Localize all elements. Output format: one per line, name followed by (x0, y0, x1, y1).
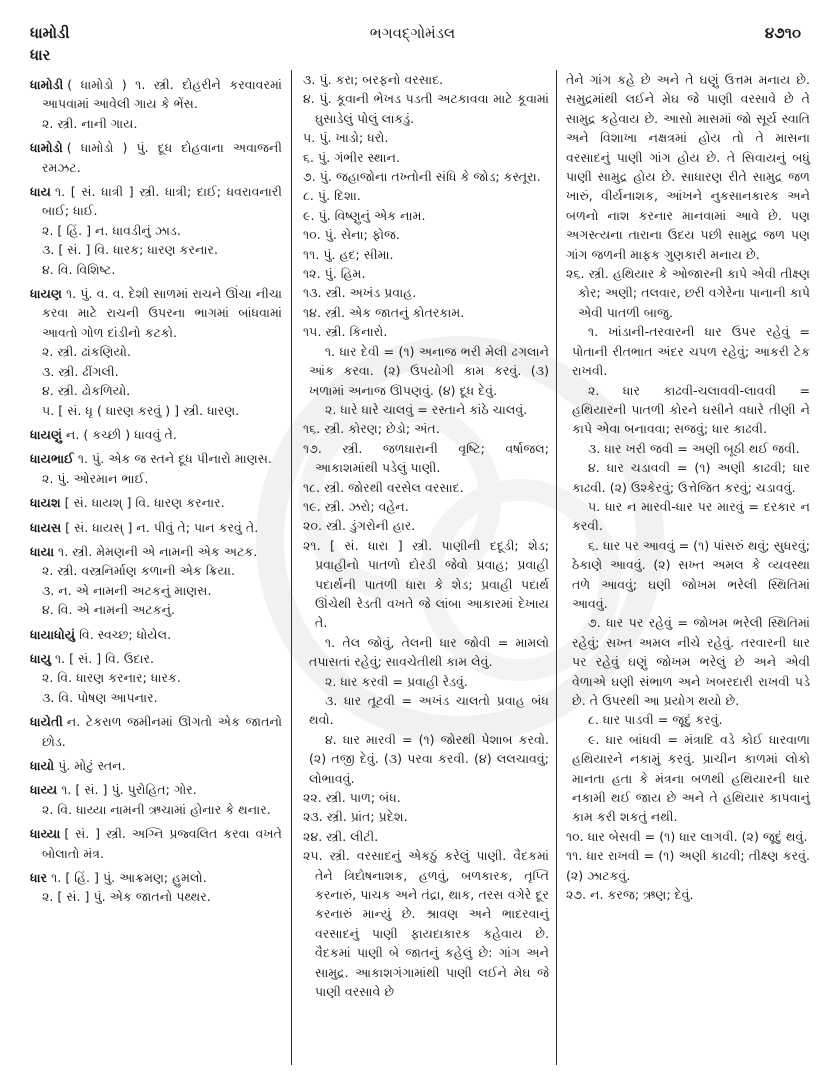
definition-text: ૧. તેલ જોવું, તેલની ધાર જોવી = મામલો તપાસતાં રહેવું; સાવચેતીથી કામ લેવું. (309, 634, 549, 670)
definition-text: ૪. ધાર મારવી = (૧) જોરથી પેશાબ કરવો. (૨) તજી દેવું. (૩) પરવા કરવી. (૪) લલચાવવું; લોભાવવું. (309, 731, 549, 786)
definition-text: ૪. વિ. એ નામની અટકનું. (42, 602, 176, 618)
entry-sense (303, 186, 549, 205)
entry-sense (303, 283, 549, 302)
column-divider (556, 70, 557, 1065)
entry-sense (30, 114, 282, 133)
entry-sense (303, 342, 549, 400)
entry-sense (566, 885, 810, 904)
book-title: ભગવદ્ગોમંડલ (369, 24, 456, 42)
entry-sense (303, 672, 549, 691)
definition-text: ૧૪. સ્ત્રી. એક જાતનું કોતરકામ. (303, 304, 465, 320)
entry-sense (30, 469, 282, 488)
headword: ધાયેતી (30, 714, 63, 730)
entry-sense (303, 128, 549, 147)
entry-sense (303, 70, 549, 89)
headword: ધાયસ (30, 519, 62, 535)
entry-sense (303, 807, 549, 826)
entry-sense (30, 221, 282, 240)
definition-text: ૩. ધાર તૂટવી = અખંડ ચાલતો પ્રવાહ બંધ થવો. (309, 693, 549, 728)
headword: ધાયાધોયું (30, 626, 76, 642)
entry-sense (30, 800, 282, 819)
definition-text: ૨૬. સ્ત્રી. હથિયાર કે ઓજારની કાપે એવી તીક્ષ્ણ કોર; અણી; તલવાર, છરી વગેરેના પાનાની કાપે એવી પાતળી બાજુ. (566, 266, 810, 320)
dictionary-entry (30, 284, 282, 342)
entry-sense (30, 381, 282, 400)
definition-text: ન. ટેકરાળ જમીનમાં ઊગતો એક જાતનો છોડ. (42, 714, 282, 749)
definition-text: ૮. ધાર પાડવી = જૂદું કરવું. (588, 712, 723, 728)
entry-sense (303, 633, 549, 672)
definition-text: ૪. વિ. વિશિષ્ટ. (42, 261, 116, 277)
definition-text: ૩. પું. કરા; બરફનો વરસાદ. (303, 72, 444, 87)
entry-sense (303, 245, 549, 264)
definition-text: ૨૦. સ્ત્રી. ડુંગરોની હાર. (303, 518, 416, 534)
definition-text: ૩. સ્ત્રી. ઢીંગલી. (42, 363, 119, 379)
entry-sense (566, 827, 810, 846)
dictionary-entry (30, 780, 282, 799)
entry-sense (566, 322, 810, 380)
definition-text: [ સં. ] સ્ત્રી. અગ્નિ પ્રજ્વલિત કરવા વખતે બોલાતો મંત્ર. (42, 826, 282, 861)
column-1 (30, 70, 282, 907)
definition-text: ૪. સ્ત્રી. ઢોકળિયો. (42, 383, 131, 399)
definition-text: ૬. ધાર પર આવવું = (૧) પાંસરું થવું; સુધરવું; ઠેકાણે આવવું. (૨) સખ્ત અમલ કે વ્યવસ્થા તળે આવવું; ઘણી જોખમ ભરેલી સ્થિતિમાં આવવું. (572, 537, 810, 611)
definition-text: ૨. ધાર કાઢવી-ચલાવવી-લાવવી = હથિયારની પાતળી કોરને ઘસીને વધારે તીણી ને કાપે એવા બનાવવા; સજવું; ધાર કાઢવી. (572, 382, 810, 437)
entry-sense (303, 303, 549, 322)
definition-text: ૧૯. સ્ત્રી. ઝરો; વહેન. (303, 498, 409, 514)
definition-text: ૧૨. પું. હિમ. (303, 266, 366, 282)
dictionary-entry (30, 625, 282, 644)
definition-text: ૪. ધાર ચડાવવી = (૧) અણી કાઢવી; ધાર કાઢવી. (૨) ઉશ્કેરવું; ઉત્તેજિત કરવું; ચડાવવું. (572, 460, 810, 495)
entry-sense (566, 264, 810, 322)
definition-text: ૨૩. સ્ત્રી. પ્રાંત; પ્રદેશ. (303, 809, 408, 825)
entry-sense (303, 691, 549, 730)
entry-sense (303, 846, 549, 1001)
entry-sense (566, 613, 810, 710)
headword: ધાય્યા (30, 826, 61, 842)
entry-sense (303, 264, 549, 283)
definition-text: [ સં. ધાયસ્ ] ન. પીવું તે; પાન કરવું તે. (65, 519, 259, 535)
definition-text: ૭. પું. જહાજોના તખ્તોની સંધિ કે જોડ; કસ્તૂરા. (303, 169, 541, 185)
page-number: ૪૭૧૦ (764, 24, 801, 42)
definition-text: ૫. પું. ખાડો; ધરો. (303, 130, 389, 146)
definition-text: ૧. પું. વ. વ. દેશી સાળમાં રાચને ઊંચા નીચા કરવા માટે રાચની ઉપરના ભાગમાં બાંધવામાં આવતો ગોળ દાંડીનો કટકો. (42, 286, 282, 340)
entry-sense (303, 167, 549, 186)
definition-text: ૬. પું. ગંભીર સ્થાન. (303, 149, 400, 165)
definition-text: ૨. પું. ઓરમાન ભાઈ. (42, 470, 149, 486)
definition-text: ૨૫. સ્ત્રી. વરસાદનું એકઠું કરેલું પાણી. વૈદકમાં તેને ત્રિદોષનાશક, હળવું, બળકારક, તૃપ્તિ કરનારું, પાચક અને તંદ્રા, થાક, તરસ વગેરે દૂર કરનારું માન્યું છે. શ્રાવણ અને ભાદરવાનું વરસાદનું પાણી ફાયદાકારક કહેવાય છે. વૈદકમાં પાણી બે જાતનું કહેલું છે: ગાંગ અને સામુદ્ર. આકાશગંગામાંથી પાણી લઈને મેઘ જે પાણી વરસાવે છે (303, 848, 549, 1000)
column-2 (303, 70, 549, 1002)
dictionary-entry (30, 75, 282, 114)
column-divider (291, 70, 292, 1065)
headword: ધાય્ય (30, 782, 58, 798)
entry-sense (30, 342, 282, 361)
definition-text: ૧. [ હિં. ] પું. આક્રમણ; હુમલો. (51, 870, 207, 886)
definition-text: ૯. પું. વિષ્ણુનું એક નામ. (303, 207, 426, 223)
entry-sense (30, 561, 282, 580)
definition-text: પું. મોટું સ્તન. (58, 758, 126, 773)
entry-sense (303, 516, 549, 535)
definition-text: ૨. [ સં. ] પું. એક જાતનો પથ્થર. (42, 889, 211, 905)
definition-text: ૫. ધાર ન મારવી-ધાર પર મારવું = દરકાર ન કરવી. (572, 498, 810, 534)
definition-text: ૧૦. પું. સેના; ફોજ. (303, 227, 400, 243)
headword: ધાયા (30, 543, 55, 559)
entry-sense (303, 827, 549, 846)
definition-text: ૨. વિ. ધાય્યા નામની ઋચામાં હોનાર કે થનાર. (42, 801, 271, 817)
entry-sense (566, 710, 810, 729)
definition-text: ( ધામોડો ) પું. દૂધ દોહવાના અવાજની રમઝટ. (42, 140, 282, 175)
definition-text: ૩. ન. એ નામની અટકનું માણસ. (42, 582, 212, 598)
definition-text: ૧. ધાર દેવી = (૧) અનાજ ભરી મેલી ઢગલાને આંક કરવા. (૨) ઉપયોગી કામ કરવું. (૩) ખળામાં અનાજ ઊપણવું. (૪) દૂધ દેવું. (309, 343, 549, 398)
entry-sense (566, 536, 810, 614)
running-head-first-word: ધામોડી (30, 24, 70, 42)
definition-text: ૨. ધારે ધારે ચાલવું = રસ્તાને કાંઠે ચાલવું. (325, 401, 528, 417)
headword: ધાય (30, 184, 51, 200)
entry-sense (566, 70, 810, 264)
definition-text: ૧૫. સ્ત્રી. કિનારો. (303, 324, 388, 340)
definition-text: ૨. ધાર કરવી = પ્રવાહી રેડવું. (325, 673, 468, 689)
definition-text: ૧. સ્ત્રી. મેમણની એ નામની એક અટક. (58, 543, 258, 559)
definition-text: ૨૭. ન. કરજ; ઋણ; દેવું. (566, 887, 694, 903)
definition-text: ૪. પું. કૂવાની ભેખડ પડતી અટકાવવા માટે કૂવામાં ઘુસાડેલું પોલું લાકડું. (303, 91, 549, 126)
definition-text: ૯. ધાર બાંધવી = મંત્રાદિ વડે કોઈ ધારવાળા હથિયારને નકામું કરવું. પ્રાચીન કાળમાં લોકો માનતા હતા કે મંત્રના બળથી હથિયારની ધાર નકામી થઈ જાય છે અને તે હથિયાર કાપવાનું કામ કરી શકતું નથી. (572, 731, 810, 825)
entry-sense (566, 497, 810, 536)
dictionary-entry (30, 712, 282, 751)
entry-sense (303, 148, 549, 167)
column-3 (566, 70, 810, 904)
entry-sense (566, 381, 810, 439)
definition-text: ૧૧. પું. હદ; સીમા. (303, 246, 394, 262)
definition-text: ૨. સ્ત્રી. નાની ગાય. (42, 115, 138, 131)
entry-sense (303, 536, 549, 633)
entry-sense (303, 419, 549, 438)
entry-sense (30, 240, 282, 259)
dictionary-entry (30, 182, 282, 221)
definition-text: ૩. ધાર ખરી જવી = અણી બૂઠી થઈ જવી. (588, 440, 800, 456)
definition-text: ૧૩. સ્ત્રી. અખંડ પ્રવાહ. (303, 285, 417, 301)
definition-text: ન. ( કચ્છી ) ધાવવું તે. (65, 426, 177, 442)
dictionary-entry (30, 649, 282, 668)
entry-sense (303, 478, 549, 497)
definition-text: ૮. પું. દિશા. (303, 188, 361, 204)
definition-text: ૧. [ સં. ] પું. પુરોહિત; ગોર. (61, 782, 197, 798)
definition-text: ૧. [ સં. ધાત્રી ] સ્ત્રી. ધાત્રી; દાઈ; ધવરાવનારી બાઈ; ધાઈ. (42, 184, 282, 219)
headword: ધાયણું (30, 426, 62, 442)
definition-text: ૨. સ્ત્રી. ઢાંકણિયો. (42, 344, 131, 360)
definition-text: ૩. [ સં. ] વિ. ધારક; ધારણ કરનાર. (42, 242, 218, 258)
headword: ધાયુ (30, 650, 51, 666)
definition-text: ૧૭. સ્ત્રી. જળધારાની વૃષ્ટિ; વર્ષાજલ; આકાશમાંથી પડેલું પાણી. (303, 440, 549, 476)
entry-sense (303, 225, 549, 244)
entry-sense (566, 730, 810, 827)
headword: ધાયો (30, 758, 55, 773)
entry-sense (303, 400, 549, 419)
headword: ધાર (30, 870, 48, 886)
definition-text: ૧. [ સં. ] વિ. ઉદાર. (54, 650, 155, 666)
entry-sense (303, 497, 549, 516)
headword: ધાયભાઈ (30, 451, 74, 467)
definition-text: ૨૪. સ્ત્રી. લીટી. (303, 828, 379, 844)
headword: ધામોડી (30, 77, 64, 92)
definition-text: ૧. ખાંડાની-તરવારની ધાર ઉપર રહેવું = પોતાની રીતભાત અંદર ચપળ રહેવું; આકરી ટેક રાખવી. (572, 324, 810, 379)
definition-text: ૨. સ્ત્રી. વસ્ત્રનિર્માણ કળાની એક ક્રિયા. (42, 563, 235, 579)
definition-text: ૨. વિ. ધારણ કરનાર; ધારક. (42, 670, 181, 686)
dictionary-entry (30, 824, 282, 863)
headword: ધામોડો (30, 140, 63, 156)
entry-sense (303, 439, 549, 478)
entry-sense (30, 260, 282, 279)
definition-text: ૧૦. ધાર બેસવી = (૧) ધાર લાગવી. (૨) જૂદું થવું. (566, 828, 808, 844)
entry-sense (30, 362, 282, 381)
entry-sense (303, 89, 549, 128)
definition-text: ૭. ધાર પર રહેવું = જોખમ ભરેલી સ્થિતિમાં રહેવું; સખ્ત અમલ નીચે રહેવું. તરવારની ધાર પર રહેવું ઘણું જોખમ ભરેલું છે અને એવી વેળાએ ઘણી સંભાળ અને ખબરદારી રાખવી પડે છે. તે ઉપરથી આ પ્રયોગ થયો છે. (572, 615, 810, 708)
entry-sense (303, 730, 549, 788)
definition-text: ૨૨. સ્ત્રી. પાળ; બંધ. (303, 790, 401, 806)
definition-text: ૧૮. સ્ત્રી. જોરથી વરસેલ વરસાદ. (303, 479, 464, 495)
definition-text: ૧૬. સ્ત્રી. કોરણ; છેડો; અંત. (303, 421, 440, 437)
entry-sense (303, 206, 549, 225)
entry-sense (30, 887, 282, 906)
entry-sense (566, 458, 810, 497)
dictionary-entry (30, 542, 282, 561)
entry-sense (303, 322, 549, 341)
dictionary-entry (30, 518, 282, 537)
dictionary-entry (30, 493, 282, 512)
definition-text: વિ. સ્વચ્છ; ધોયેલ. (79, 626, 172, 642)
entry-sense (30, 600, 282, 619)
dictionary-entry (30, 756, 282, 775)
entry-sense (30, 401, 282, 420)
entry-sense (566, 846, 810, 885)
headword: ધાયશ (30, 495, 61, 511)
dictionary-entry (30, 425, 282, 444)
headword: ધાયણ (30, 286, 62, 302)
running-head-last-word: ધાર (30, 46, 51, 64)
dictionary-entry (30, 138, 282, 177)
dictionary-entry (30, 449, 282, 468)
dictionary-entry (30, 868, 282, 887)
entry-sense (566, 439, 810, 458)
entry-sense (30, 688, 282, 707)
definition-text: ૩. વિ. પોષણ આપનાર. (42, 689, 158, 705)
definition-text: [ સં. ધાયશ્ ] વિ. ધારણ કરનાર. (64, 495, 225, 511)
entry-sense (30, 581, 282, 600)
definition-text: ૧૧. ધાર રાખવી = (૧) અણી કાઢવી; તીક્ષ્ણ કરવું. (૨) ઝાટકવું. (566, 848, 810, 883)
definition-text: ૨૧. [ સં. ધારા ] સ્ત્રી. પાણીની દદૂડી; શેડ; પ્રવાહીનો પાતળો દોરડી જેવો પ્રવાહ; પ્રવાહી પદાર્થની પાતળી ધારા કે શેડ; પ્રવાહી પદાર્થ ઊંચેથી રેડતી વખતે જે લાંબા આકારમાં દેખાય તે. (303, 537, 549, 631)
definition-text: તેને ગાંગ કહે છે અને તે ઘણું ઉત્તમ મનાય છે. સમુદ્રમાંથી લઈને મેઘ જે પાણી વરસાવે છે તે સામુદ્ર કહેવાય છે. આસો માસમાં જો સૂર્ય સ્વાતિ અને વિશાખા નક્ષત્રમાં હોય તો તે માસના વરસાદનું પાણી ગાંગ હોય છે. તે સિવાયનું બધું પાણી સામુદ્ર હોય છે. સાધારણ રીતે સામુદ્ર જળ ખારું, વીર્યનાશક, આંખને નુકસાનકારક અને બળનો નાશ કરનાર માનવામાં આવે છે. પણ અગસ્ત્યના તારાના ઉદય પછી સામુદ્ર જળ પણ ગાંગ જળની માફક ગુણકારી મનાય છે. (566, 72, 810, 262)
definition-text: ૧. પું. એક જ સ્તને દૂધ પીનારો માણસ. (77, 451, 272, 467)
entry-sense (30, 668, 282, 687)
definition-text: ૫. [ સં. ધૃ ( ધારણ કરવું ) ] સ્ત્રી. ધારણ. (42, 402, 240, 418)
entry-sense (303, 788, 549, 807)
definition-text: ( ધામોડો ) ૧. સ્ત્રી. દોહરીને કરવાવરમાં આપવામાં આવેલી ગાય કે ભેંસ. (42, 77, 282, 112)
definition-text: ૨. [ હિં. ] ન. ધાવડીનું ઝાડ. (42, 222, 181, 238)
